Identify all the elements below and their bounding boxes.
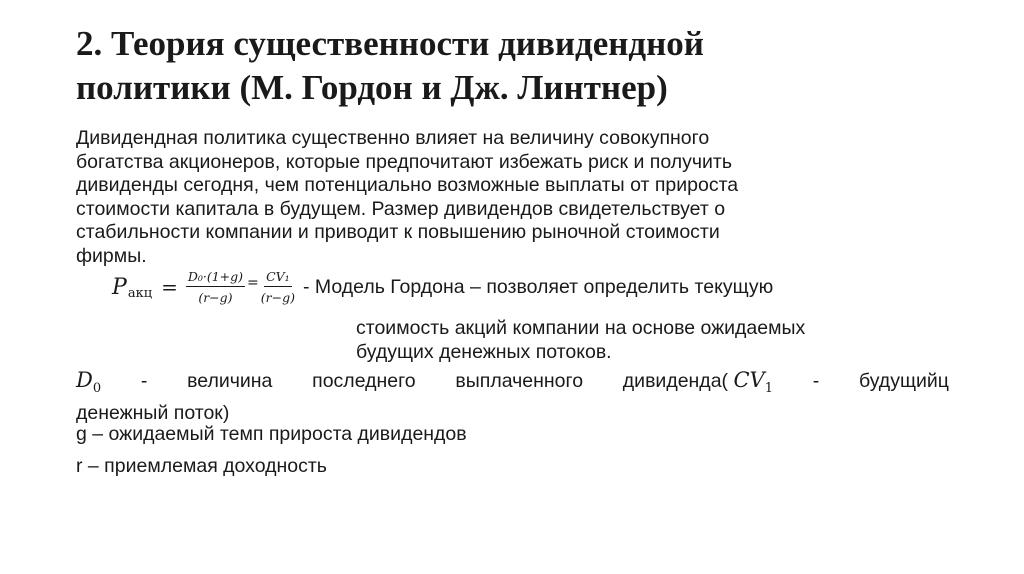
continuation-line: стоимость акций компании на основе ожидаемых: [356, 317, 806, 339]
d0-word: выплаченного: [455, 370, 584, 392]
model-description: - Модель Гордона – позволяет определить текущую: [302, 275, 774, 298]
paragraph-line: дивиденды сегодня, чем потенциально возможные выплаты от прироста: [76, 174, 739, 196]
fraction-cash-value: [261, 269, 295, 305]
paragraph-line: стабильности компании и приводит к повышению рыночной стоимости: [76, 221, 720, 243]
cv-word: -: [812, 370, 820, 392]
r-definition: r – приемлемая доходность: [76, 455, 327, 477]
price-subscript: акц: [127, 285, 153, 301]
fraction-dividend: [186, 269, 245, 305]
slide-title-line-2: политики (М. Гордон и Дж. Линтнер): [76, 68, 668, 107]
d0-word: величина: [187, 370, 273, 392]
equals-sign: =: [161, 275, 178, 299]
paragraph-line: фирмы.: [76, 244, 147, 267]
d0-definition: [76, 368, 949, 425]
d0-word: последнего: [312, 370, 416, 392]
gordon-formula: [112, 262, 972, 312]
fraction-numerator: CV₁: [264, 269, 292, 287]
d0-word-with-cv: дивиденда( $CV_1$: [622, 368, 773, 397]
slide-title-line-1: 2. Теория существенности дивидендной: [76, 24, 704, 63]
model-description-continuation: [356, 317, 805, 364]
fraction-denominator: (r−g): [260, 290, 295, 305]
d0-definition-line-2: денежный поток): [76, 402, 230, 425]
g-definition: g – ожидаемый темп прироста дивидендов: [76, 423, 467, 445]
price-symbol: P: [112, 274, 127, 300]
intro-paragraph: [76, 127, 956, 268]
fraction-numerator: D₀·(1+g): [186, 269, 245, 287]
paragraph-line: стоимости капитала в будущем. Размер дивидендов свидетельствует о: [76, 197, 726, 220]
continuation-line: будущих денежных потоков.: [356, 340, 612, 363]
d0-word: -: [140, 370, 148, 392]
cv-word: будущийц: [858, 370, 949, 392]
slide-title: [76, 22, 976, 110]
cv1-symbol: $CV_1$: [733, 368, 773, 397]
equals-sign-2: =: [247, 275, 259, 291]
fraction-denominator: (r−g): [198, 290, 233, 305]
paragraph-line: Дивидендная политика существенно влияет на величину совокупного: [76, 127, 710, 149]
paragraph-line: богатства акционеров, которые предпочитают избежать риск и получить: [76, 150, 733, 173]
d0-symbol: $D_0$: [76, 368, 102, 397]
d0-definition-line-1: [76, 368, 949, 401]
